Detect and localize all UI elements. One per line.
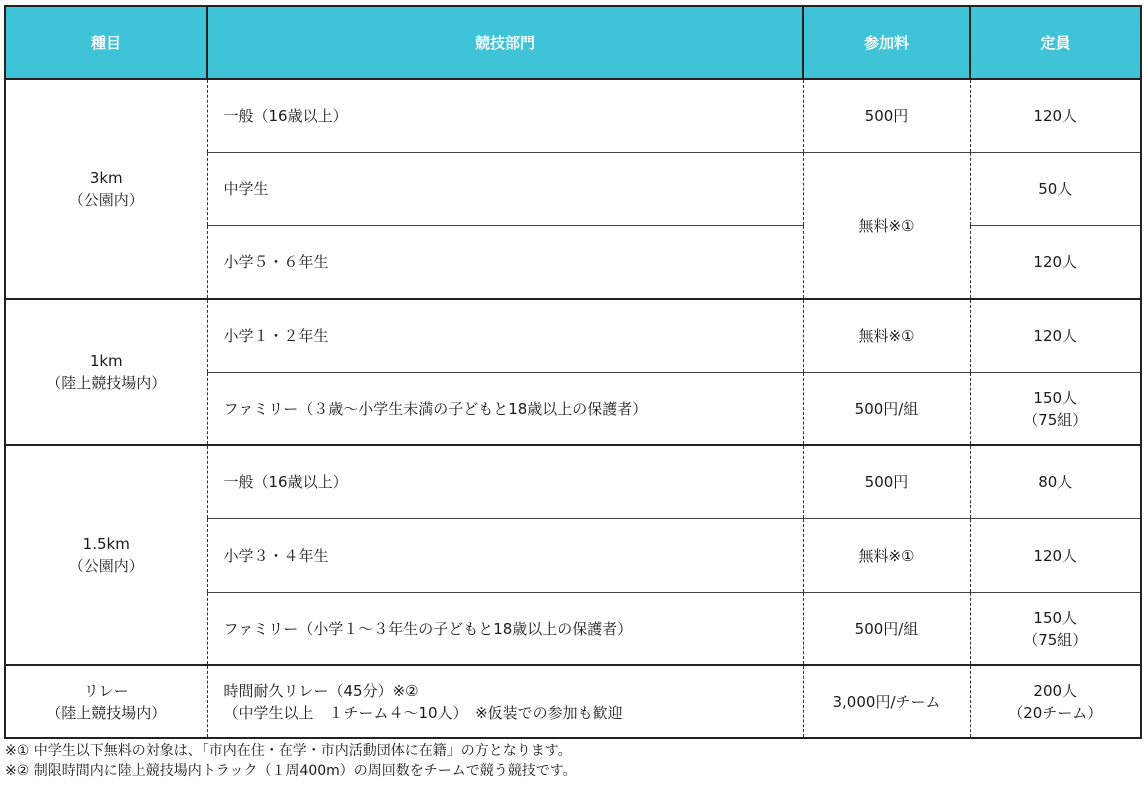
category-distance: 1km	[89, 352, 123, 370]
category-venue: （公園内）	[68, 557, 144, 575]
table-header-row	[5, 6, 1141, 79]
category-cell	[5, 665, 207, 738]
division-cell: 一般（16歳以上）	[207, 79, 803, 153]
fee-cell: 500円/組	[803, 373, 970, 446]
division-cell: 小学５・６年生	[207, 226, 803, 300]
category-cell	[5, 79, 207, 299]
division-cell	[207, 665, 803, 738]
table-row	[5, 445, 1141, 519]
category-venue: （公園内）	[68, 191, 144, 209]
capacity-cell: 50人	[970, 153, 1141, 226]
fee-cell: 無料※①	[803, 519, 970, 593]
division-cell: 一般（16歳以上）	[207, 445, 803, 519]
capacity-groups: （75組）	[1023, 410, 1088, 429]
category-distance: 1.5km	[82, 535, 130, 553]
capacity-groups: （20チーム）	[1008, 703, 1103, 722]
table-row	[5, 79, 1141, 153]
category-venue: （陸上競技場内）	[46, 703, 167, 722]
division-cell: ファミリー（小学１～３年生の子どもと18歳以上の保護者）	[207, 593, 803, 666]
capacity-count: 150人	[1033, 388, 1078, 407]
capacity-cell	[970, 373, 1141, 446]
division-cell: 中学生	[207, 153, 803, 226]
capacity-cell: 120人	[970, 299, 1141, 373]
capacity-cell: 80人	[970, 445, 1141, 519]
header-category: 種目	[5, 6, 207, 79]
category-distance: リレー	[83, 681, 129, 700]
footnote: ※② 制限時間内に陸上競技場内トラック（１周400m）の周回数をチームで競う競技です。	[5, 763, 577, 779]
footnotes	[5, 741, 577, 781]
capacity-cell	[970, 665, 1141, 738]
event-table	[4, 5, 1142, 739]
capacity-count: 200人	[1033, 681, 1078, 700]
fee-cell: 500円	[803, 79, 970, 153]
capacity-cell: 120人	[970, 519, 1141, 593]
header-division: 競技部門	[207, 6, 803, 79]
table-row	[5, 665, 1141, 738]
division-title: 時間耐久リレー（45分）※②	[223, 681, 419, 700]
fee-cell: 3,000円/チーム	[803, 665, 970, 738]
category-cell	[5, 445, 207, 665]
capacity-count: 150人	[1033, 608, 1078, 627]
category-cell	[5, 299, 207, 445]
header-capacity: 定員	[970, 6, 1141, 79]
capacity-cell: 120人	[970, 79, 1141, 153]
fee-cell: 500円/組	[803, 593, 970, 666]
footnote: ※① 中学生以下無料の対象は、「市内在住・在学・市内活動団体に在籍」の方となります。	[5, 743, 572, 759]
capacity-cell	[970, 593, 1141, 666]
division-detail: （中学生以上 １チーム４～10人） ※仮装での参加も歓迎	[223, 703, 623, 722]
header-fee: 参加料	[803, 6, 970, 79]
fee-cell: 無料※①	[803, 299, 970, 373]
category-distance: 3km	[89, 169, 123, 187]
division-cell: 小学３・４年生	[207, 519, 803, 593]
category-venue: （陸上競技場内）	[46, 374, 167, 392]
fee-cell: 無料※①	[803, 153, 970, 300]
fee-cell: 500円	[803, 445, 970, 519]
division-cell: ファミリー（３歳～小学生未満の子どもと18歳以上の保護者）	[207, 373, 803, 446]
capacity-cell: 120人	[970, 226, 1141, 300]
table-row	[5, 299, 1141, 373]
division-cell: 小学１・２年生	[207, 299, 803, 373]
capacity-groups: （75組）	[1023, 630, 1088, 649]
